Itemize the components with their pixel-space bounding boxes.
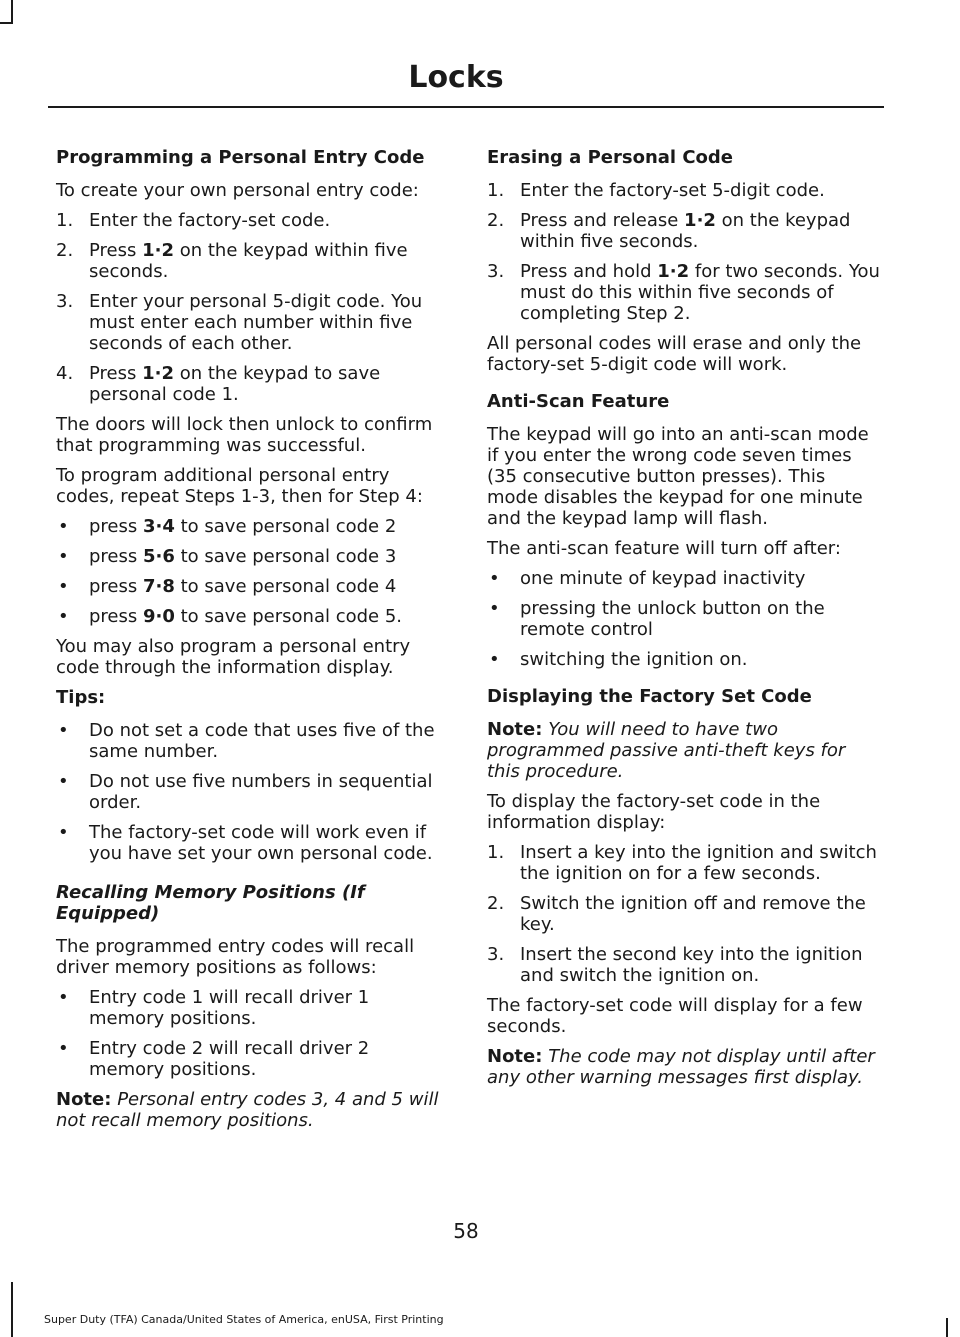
key-label: 7·8 <box>142 576 175 597</box>
section-heading-recalling: Recalling Memory Positions (If Equipped) <box>56 882 365 924</box>
display-step-item <box>487 842 881 884</box>
display-paragraph: To display the factory-set code in the information display: <box>487 791 821 833</box>
step-number: 2. <box>56 240 74 261</box>
crop-mark-top-left-v <box>11 0 13 22</box>
bullet-mark: • <box>489 598 500 619</box>
left-column <box>56 147 450 1140</box>
lock-confirm-paragraph: The doors will lock then unlock to confirm that programming was successful. <box>56 414 433 456</box>
tip-text: Do not set a code that uses five of the same number. <box>89 720 435 762</box>
recall-text: Entry code 1 will recall driver 1 memory positions. <box>89 987 370 1029</box>
note-text: Personal entry codes 3, 4 and 5 will not recall memory positions. <box>56 1089 439 1131</box>
bullet-text: press <box>89 546 143 567</box>
crop-mark-top-left-h <box>0 22 13 24</box>
note-label: Note: <box>487 719 543 740</box>
note-text: The code may not display until after any other warning messages first display. <box>487 1046 875 1088</box>
step-item <box>56 291 450 354</box>
step-number: 1. <box>487 842 505 863</box>
note-paragraph <box>487 719 881 782</box>
bullet-mark: • <box>58 576 69 597</box>
key-label: 1·2 <box>142 363 174 384</box>
bullet-item <box>56 516 450 537</box>
step-number: 2. <box>487 210 505 231</box>
crop-mark-bottom-left-v <box>11 1282 13 1337</box>
step-item <box>56 240 450 282</box>
header-rule <box>48 106 884 108</box>
tip-text: Do not use five numbers in sequential order. <box>89 771 433 813</box>
key-label: 5·6 <box>142 546 175 567</box>
step-text: Press <box>89 363 143 384</box>
section-heading-displaying: Displaying the Factory Set Code <box>487 686 812 707</box>
bullet-text: press <box>89 576 143 597</box>
bullet-mark: • <box>58 516 69 537</box>
step-text: Enter your personal 5-digit code. You must enter each number within five seconds of each other. <box>89 291 423 354</box>
note-text: You will need to have two programmed passive anti-theft keys for this procedure. <box>487 719 846 782</box>
step-text: Insert a key into the ignition and switch the ignition on for a few seconds. <box>520 842 877 884</box>
bullet-item <box>56 546 450 567</box>
step-number: 3. <box>487 944 505 965</box>
step-item <box>487 261 881 324</box>
bullet-text: press <box>89 606 143 627</box>
display-step-item <box>487 893 881 935</box>
bullet-text-rest: to save personal code 4 <box>174 576 397 597</box>
tip-item <box>56 822 450 864</box>
section-heading-erasing: Erasing a Personal Code <box>487 147 734 168</box>
tip-text: The factory-set code will work even if you have set your own personal code. <box>89 822 433 864</box>
off-item <box>487 649 881 670</box>
note-paragraph <box>487 1046 881 1088</box>
bullet-mark: • <box>58 546 69 567</box>
section-heading-programming: Programming a Personal Entry Code <box>56 147 425 168</box>
step-item <box>56 210 450 231</box>
off-item <box>487 568 881 589</box>
right-column <box>487 147 881 1097</box>
off-text: one minute of keypad inactivity <box>520 568 806 589</box>
step-number: 2. <box>487 893 505 914</box>
antiscan-paragraph: The keypad will go into an anti-scan mode if you enter the wrong code seven times (35 consecutive button presses). This mode disables the keypad for one minute and the keypad lamp will flash. <box>487 424 869 529</box>
key-label: 1·2 <box>657 261 690 282</box>
step-text: Press and release <box>520 210 685 231</box>
display-step-item <box>487 944 881 986</box>
bullet-text-rest: to save personal code 3 <box>174 546 397 567</box>
page-title: Locks <box>408 60 504 95</box>
note-label: Note: <box>56 1089 112 1110</box>
erase-paragraph: All personal codes will erase and only the factory-set 5-digit code will work. <box>487 333 862 375</box>
step-text-rest: on the keypad within five seconds. <box>520 210 851 252</box>
bullet-text-rest: to save personal code 5. <box>174 606 403 627</box>
step-text: Enter the factory-set code. <box>89 210 331 231</box>
recall-text: Entry code 2 will recall driver 2 memory positions. <box>89 1038 370 1080</box>
step-item <box>56 363 450 405</box>
additional-codes-paragraph: To program additional personal entry codes, repeat Steps 1-3, then for Step 4: <box>56 465 423 507</box>
bullet-mark: • <box>58 606 69 627</box>
step-text: Enter the factory-set 5-digit code. <box>520 180 825 201</box>
page-number: 58 <box>453 1219 479 1243</box>
key-label: 3·4 <box>142 516 175 537</box>
recall-paragraph: The programmed entry codes will recall driver memory positions as follows: <box>56 936 415 978</box>
recall-item <box>56 1038 450 1080</box>
tip-item <box>56 771 450 813</box>
antiscan-off-paragraph: The anti-scan feature will turn off after: <box>487 538 841 559</box>
footer-text: Super Duty (TFA) Canada/United States of America, enUSA, First Printing <box>44 1313 444 1326</box>
bullet-item <box>56 576 450 597</box>
bullet-item <box>56 606 450 627</box>
intro-paragraph: To create your own personal entry code: <box>56 180 419 201</box>
tip-item <box>56 720 450 762</box>
step-text-rest: for two seconds. You must do this within five seconds of completing Step 2. <box>520 261 880 324</box>
bullet-mark: • <box>58 771 69 792</box>
step-text-rest: on the keypad to save personal code 1. <box>89 363 381 405</box>
off-item <box>487 598 881 640</box>
off-text: pressing the unlock button on the remote control <box>520 598 825 640</box>
key-label: 1·2 <box>684 210 716 231</box>
step-number: 4. <box>56 363 74 384</box>
bullet-mark: • <box>58 822 69 843</box>
bullet-text: press <box>89 516 143 537</box>
step-text: Insert the second key into the ignition and switch the ignition on. <box>520 944 863 986</box>
info-display-paragraph: You may also program a personal entry code through the information display. <box>56 636 411 678</box>
step-text: Switch the ignition off and remove the key. <box>520 893 866 935</box>
note-label: Note: <box>487 1046 543 1067</box>
bullet-mark: • <box>58 1038 69 1059</box>
bullet-text-rest: to save personal code 2 <box>174 516 397 537</box>
bullet-mark: • <box>58 987 69 1008</box>
key-label: 1·2 <box>142 240 174 261</box>
step-text: Press and hold <box>520 261 658 282</box>
step-item <box>487 210 881 252</box>
step-number: 1. <box>56 210 74 231</box>
step-text-rest: on the keypad within five seconds. <box>89 240 408 282</box>
tips-heading: Tips: <box>56 687 106 708</box>
will-display-paragraph: The factory-set code will display for a few seconds. <box>487 995 863 1037</box>
step-number: 3. <box>56 291 74 312</box>
crop-mark-bottom-right-v <box>946 1318 948 1337</box>
step-number: 1. <box>487 180 505 201</box>
note-paragraph <box>56 1089 450 1131</box>
bullet-mark: • <box>489 649 500 670</box>
key-label: 9·0 <box>142 606 175 627</box>
off-text: switching the ignition on. <box>520 649 748 670</box>
step-item <box>487 180 881 201</box>
bullet-mark: • <box>489 568 500 589</box>
recall-item <box>56 987 450 1029</box>
bullet-mark: • <box>58 720 69 741</box>
step-text: Press <box>89 240 143 261</box>
step-number: 3. <box>487 261 505 282</box>
section-heading-antiscan: Anti-Scan Feature <box>487 391 670 412</box>
